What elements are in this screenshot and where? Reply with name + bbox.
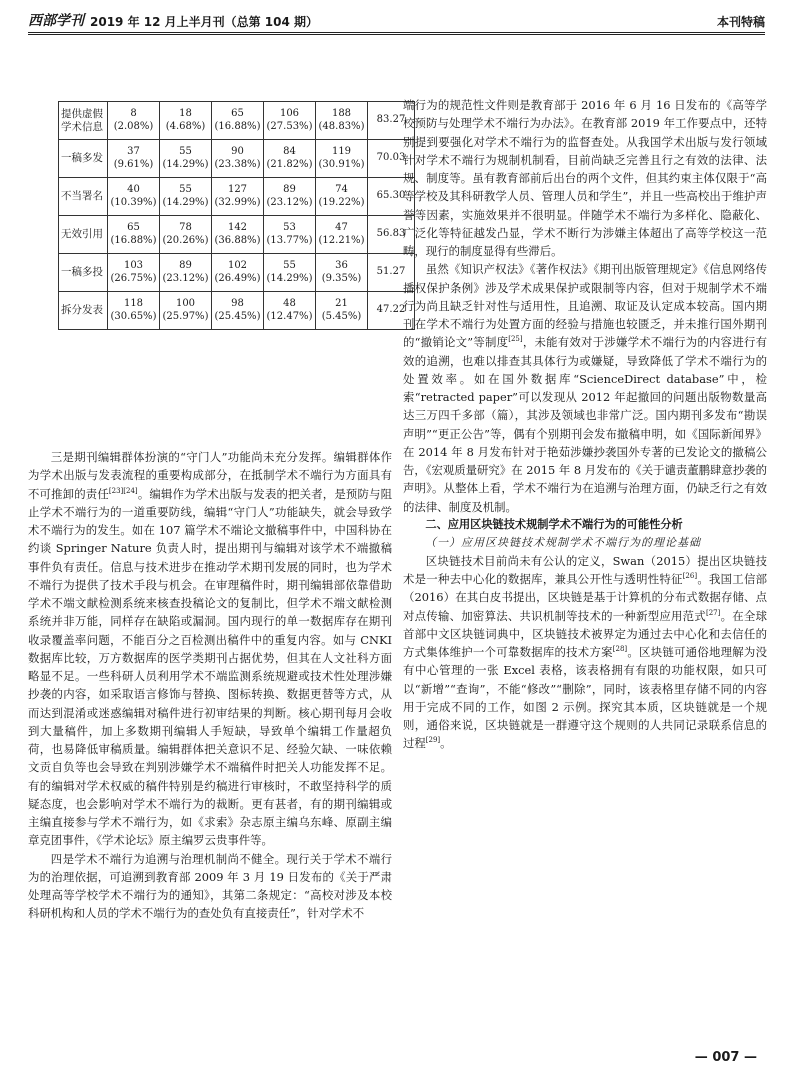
table-cell (264, 178, 316, 216)
table-cell (160, 102, 212, 140)
citation-ref: [26] (682, 572, 698, 581)
table-cell (160, 140, 212, 178)
cell-count: 55 (179, 146, 192, 157)
table-row (59, 292, 415, 330)
cell-count: 55 (179, 184, 192, 195)
header-rule-thin (28, 34, 765, 35)
row-score: 47.22 (368, 292, 415, 330)
table-cell (212, 292, 264, 330)
cell-count: 21 (335, 298, 348, 309)
table-row (59, 178, 415, 216)
cell-percent: (12.47%) (266, 310, 313, 322)
cell-count: 90 (231, 146, 244, 157)
row-score: 56.83 (368, 216, 415, 254)
cell-count: 142 (227, 222, 248, 233)
row-label: 一稿多发 (59, 140, 108, 178)
cell-percent: (14.29%) (162, 196, 209, 208)
cell-count: 106 (279, 108, 300, 119)
paragraph: 端行为的规范性文件则是教育部于 2016 年 6 月 16 日发布的《高等学校预防与处理学术不端行为办法》。在教育部 2019 年工作要点中，还特别提到要强化对学术不端行为的监督查处。从我国学术出版与发行领域针对学术不端行为规制机制看，目前尚缺乏完善且行之有效的法律、法规、制度等。虽有教育部前后出台的两个文件，但其约束主体仅限于“高等学校及其科研教学人员、管理人员和学生”，并且一些高校出于维护声誉等因素，实施效果并不很明显。伴随学术不端行为多样化、隐蔽化、广泛化等特征越发凸显，学术不断行为涉嫌主体超出了高等学校这一范畴，现行的制度显得有些滞后。 (403, 98, 767, 258)
table-cell (316, 140, 368, 178)
row-score: 83.27 (368, 102, 415, 140)
citation-ref: [27] (705, 608, 721, 617)
table-cell (108, 254, 160, 292)
cell-percent: (21.82%) (266, 158, 313, 170)
row-label: 提供虚假学术信息 (59, 102, 108, 140)
table-row (59, 140, 415, 178)
cell-percent: (5.45%) (321, 310, 362, 322)
table-cell (108, 178, 160, 216)
row-label: 拆分发表 (59, 292, 108, 330)
table-row (59, 216, 415, 254)
paragraph: 虽然《知识产权法》《著作权法》《期刊出版管理规定》《信息网络传播权保护条例》涉及学术成果保护或限制等内容，但对于规制学术不端行为尚且缺乏针对性与适用性，且追溯、取证及认定成本较高。国内期刊在学术不端行为处置方面的经验与措施也较匮乏，并未推行国外期刊的“撤销论文”等制度[25]，未能有效对于涉嫌学术不端行为的内容进行有效的追溯，也难以排查其具体行为或嫌疑，导致降低了学术不端行为的处置效率。如在国外数据库“ScienceDirect database”中，检索“retracted paper”可以发现从 2012 年起撤回的问题出版物数量高达三万四千多部（篇），其涉及领域也非常广泛。国内期刊多发布“勘误声明”“更正公告”等，偶有个别期刊会发布撤稿申明，如《国际新闻界》在 2014 年 8 月发布针对于艳茹涉嫌抄袭国外专著的已发论文的撤稿公告，《宏观质量研究》在 2015 年 8 月发布的《关于谴责董鹏肆意抄袭的声明》。从整体上看，学术不端行为在追溯与治理方面，仍缺乏行之有效的法律、制度及机制。 (403, 262, 767, 514)
table-cell (316, 216, 368, 254)
table-cell (108, 140, 160, 178)
journal-logo: 西部学刊 (28, 13, 84, 29)
page-header (28, 8, 765, 30)
table-cell (160, 292, 212, 330)
table-row (59, 254, 415, 292)
cell-count: 55 (283, 260, 296, 271)
table-cell (160, 178, 212, 216)
cell-count: 65 (127, 222, 140, 233)
header-left (28, 10, 318, 30)
cell-percent: (14.29%) (266, 272, 313, 284)
cell-count: 74 (335, 184, 348, 195)
cell-count: 40 (127, 184, 140, 195)
cell-count: 53 (283, 222, 296, 233)
table-cell (316, 292, 368, 330)
table-cell (212, 102, 264, 140)
cell-percent: (20.26%) (162, 234, 209, 246)
cell-percent: (13.77%) (266, 234, 313, 246)
cell-percent: (19.22%) (318, 196, 365, 208)
cell-percent: (9.35%) (321, 272, 362, 284)
table-cell (316, 254, 368, 292)
row-score: 70.03 (368, 140, 415, 178)
cell-count: 102 (227, 260, 248, 271)
table-cell (160, 216, 212, 254)
cell-count: 127 (227, 184, 248, 195)
table-cell (264, 292, 316, 330)
table-cell (160, 254, 212, 292)
cell-count: 89 (283, 184, 296, 195)
cell-count: 37 (127, 146, 140, 157)
paragraph: 三是期刊编辑群体扮演的“守门人”功能尚未充分发挥。编辑群体作为学术出版与发表流程的重要构成部分，在抵制学术不端行为方面具有不可推卸的责任[23][24]。编辑作为学术出版与发表的把关者，是预防与阻止学术不端行为的一道重要防线，编辑“守门人”功能缺失，就会导致学术不端行为的发生。如在 107 篇学术不端论文撤稿事件中，中国科协在约谈 Springer Nature 负责人时，提出期刊与编辑对该学术不端撤稿事件负有责任。信息与技术进步在推动学术期刊发展的同时，也为学术不端行为提供了技术手段与机会。在审理稿件时，期刊编辑部依靠借助学术不端文献检测系统来核查投稿论文的复制比，但学术不端文献检测系统并非万能，同样存在缺陷或漏洞。国内现行的单一数据库存在期刊收录覆盖率问题，不能百分之百检测出稿件中的重复内容。如与 CNKI 数据库比较，万方数据库的医学类期刊占据优势，但其在人文社科方面略显不足。一些科研人员利用学术不端监测系统规避或技术性处理涉嫌抄袭的内容，如采取语言修饰与替换、图标转换、数据更替等方式，从而达到混淆或迷惑编辑对稿件进行初审结果的判断。核心期刊每月会收到大量稿件，加上多数期刊编辑人手短缺，导致单个编辑工作量超负荷，也易降低审稿质量。编辑群体把关意识不足、经验欠缺、一味依赖文贡自负等也会导致在判别涉嫌学术不端稿件时把关人功能发挥不足。有的编辑对学术权威的稿件特别是约稿进行审核时，不敢坚持科学的质疑态度，也会影响对学术不端行为的裁断。更有甚者，有的期刊编辑或主编直接参与学术不端行为，如《求索》杂志原主编乌东峰、原副主编章克团事件，《学术论坛》原主编罗云贵事件等。 (28, 450, 392, 848)
table-row (59, 102, 415, 140)
cell-percent: (16.88%) (214, 120, 261, 132)
table-cell (212, 178, 264, 216)
cell-percent: (30.65%) (110, 310, 157, 322)
table-cell (264, 216, 316, 254)
table-cell (108, 216, 160, 254)
table-cell (212, 254, 264, 292)
section-heading: 二、应用区块链技术规制学术不端行为的可能性分析 (425, 517, 683, 531)
cell-count: 89 (179, 260, 192, 271)
citation-ref: [23][24] (108, 486, 138, 495)
cell-count: 18 (179, 108, 192, 119)
cell-percent: (48.83%) (318, 120, 365, 132)
cell-percent: (32.99%) (214, 196, 261, 208)
cell-percent: (10.39%) (110, 196, 157, 208)
table-cell (108, 292, 160, 330)
row-label: 一稿多投 (59, 254, 108, 292)
cell-percent: (36.88%) (214, 234, 261, 246)
stats-table (58, 101, 415, 330)
paragraph: 四是学术不端行为追溯与治理机制尚不健全。现行关于学术不端行为的治理依据，可追溯到教育部 2009 年 3 月 19 日发布的《关于严肃处理高等学校学术不端行为的通知》，其第二条规定：“高校对涉及本校科研机构和人员的学术不端行为的查处负有直接责任”，针对学术不 (28, 851, 392, 921)
table-cell (316, 178, 368, 216)
row-score: 51.27 (368, 254, 415, 292)
cell-percent: (12.21%) (318, 234, 365, 246)
cell-count: 119 (331, 146, 352, 157)
cell-percent: (27.53%) (266, 120, 313, 132)
table-cell (212, 140, 264, 178)
section-title: 本刊特稿 (716, 15, 765, 29)
cell-percent: (26.49%) (214, 272, 261, 284)
cell-count: 48 (283, 298, 296, 309)
header-rule-thick (28, 32, 765, 33)
cell-count: 188 (331, 108, 352, 119)
citation-ref: [29] (425, 736, 441, 745)
row-score: 65.30 (368, 178, 415, 216)
cell-count: 98 (231, 298, 244, 309)
cell-count: 118 (123, 298, 144, 309)
cell-percent: (30.91%) (318, 158, 365, 170)
cell-percent: (25.97%) (162, 310, 209, 322)
cell-count: 8 (130, 108, 137, 119)
table-cell (212, 216, 264, 254)
page-number: — 007 — (694, 1050, 757, 1065)
cell-count: 103 (123, 260, 144, 271)
cell-percent: (2.08%) (113, 120, 154, 132)
cell-count: 84 (283, 146, 296, 157)
citation-ref: [28] (612, 645, 628, 654)
left-column (28, 448, 392, 923)
cell-count: 65 (231, 108, 244, 119)
citation-ref: [25] (508, 335, 523, 344)
row-label: 无效引用 (59, 216, 108, 254)
cell-percent: (23.12%) (266, 196, 313, 208)
issue-info: 2019 年 12 月上半月刊（总第 104 期） (90, 15, 319, 29)
cell-count: 78 (179, 222, 192, 233)
cell-percent: (25.45%) (214, 310, 261, 322)
cell-percent: (14.29%) (162, 158, 209, 170)
cell-count: 36 (335, 260, 348, 271)
cell-percent: (26.75%) (110, 272, 157, 284)
cell-count: 100 (175, 298, 196, 309)
table-cell (264, 254, 316, 292)
cell-percent: (9.61%) (113, 158, 154, 170)
cell-count: 47 (335, 222, 348, 233)
cell-percent: (4.68%) (165, 120, 206, 132)
subsection-heading: （一）应用区块链技术规制学术不端行为的理论基础 (425, 535, 701, 549)
right-column (403, 96, 767, 753)
cell-percent: (23.12%) (162, 272, 209, 284)
table-cell (264, 140, 316, 178)
table-cell (316, 102, 368, 140)
table-cell (108, 102, 160, 140)
cell-percent: (16.88%) (110, 234, 157, 246)
paragraph: 区块链技术目前尚未有公认的定义，Swan（2015）提出区块链技术是一种去中心化的数据库，兼具公开性与透明性特征[26]。我国工信部（2016）在其白皮书提出，区块链是基于计算机的分布式数据存储、点对点传输、加密算法、共识机制等技术的一种新型应用范式[27]。在全球首部中文区块链词典中，区块链技术被界定为通过去中心化和去信任的方式集体维护一个可靠数据库的技术方案[28]。区块链可通俗地理解为没有中心管理的一张 Excel 表格，该表格拥有有限的功能权限，如只可以“新增”“查询”，不能“修改”“删除”，同时，该表格里存储不同的内容用于完成不同的工作，如图 2 示例。探究其本质，区块链就是一个规则，通俗来说，区块链就是一群遵守这个规则的人共同记录联系信息的过程[29]。 (403, 553, 767, 751)
cell-percent: (23.38%) (214, 158, 261, 170)
row-label: 不当署名 (59, 178, 108, 216)
table-cell (264, 102, 316, 140)
